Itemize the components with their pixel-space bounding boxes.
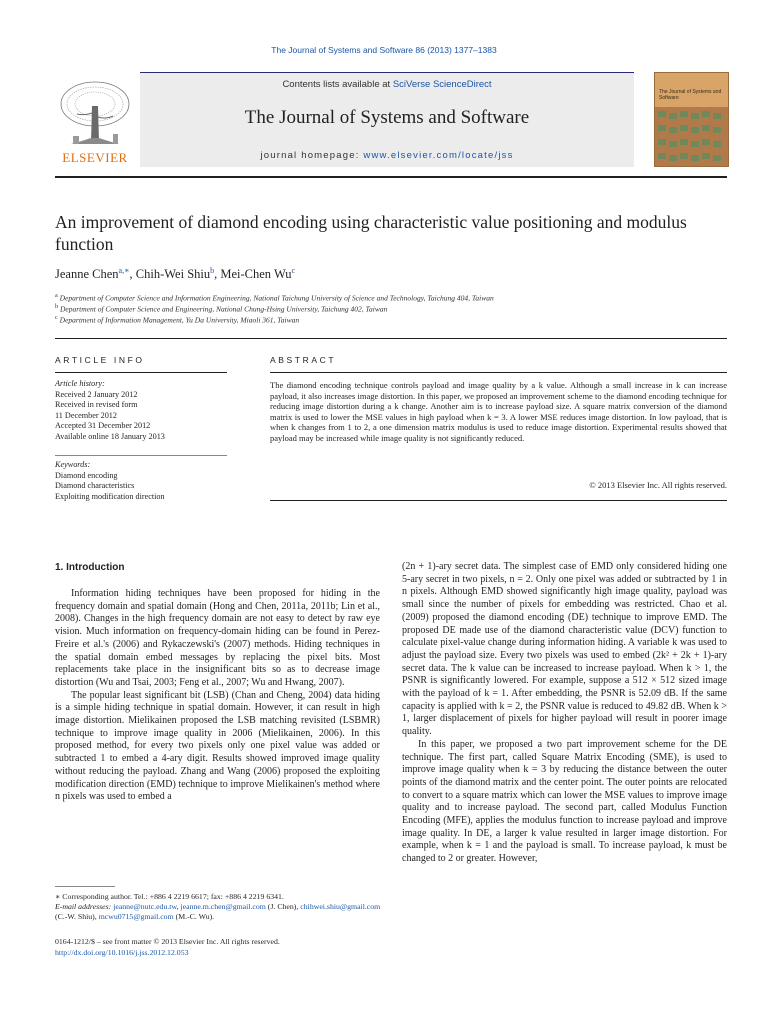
body-paragraph: (2n + 1)-ary secret data. The simplest case of EMD only considered hiding one 5-ary secret in two pixels, n = 2. Only one pixel was added or subtracted by 1 in n pixels. Although EMD showed significantly high image quality, payload was small since the number of pixels for embedding was restricted. Chao et al. (2009) proposed the diamond encoding (DE) technique to improve EMD. The proposed DE made use of the diamond characteristic value (DCV) function to calculate pixel-value change during information hiding. A variable k was used to adjust the payload size. Every two pixels was used to embed (2k² + 2k + 1)-ary secret data. The k value can be increased to increase payload. When k > 1, the PSNR is significantly lowered. For example, suppose a 512 × 512 sized image with the payload of k = 1. After embedding, the PSNR is 52.09 dB. If the same capacity is applied with k = 2, the PSNR value is reduced to 49.82 dB. When k > 1, larger displacement of pixels for higher payload will result in poorer image quality. [402, 561, 727, 738]
author-name: Chih-Wei Shiu [135, 267, 211, 282]
copyright-line: © 2013 Elsevier Inc. All rights reserved. [589, 480, 727, 490]
author-affiliation-marker[interactable]: a,∗ [118, 266, 130, 275]
doi-link[interactable]: http://dx.doi.org/10.1016/j.jss.2012.12.053 [55, 947, 189, 957]
keyword: Diamond characteristics [55, 481, 135, 490]
body-column-right [402, 561, 727, 866]
author-name: Jeanne Chen [55, 267, 119, 282]
footnote [55, 892, 385, 922]
body-paragraph: The popular least significant bit (LSB) (Chan and Cheng, 2004) data hiding is a simple hiding technique in spatial domain. However, it can result in high image distortion. Mielikainen proposed the LSB matching revisited (LSBMR) technique to improve image quality in 2006 (Mielikainen, 2006). In this proposed method, for every two pixels only one pixel value was added or subtracted 1 to embed a 4-ary digit. Results showed improved image quality without reducing the payload. Zhang and Wang (2006) proposed the exploiting modification direction (EMD) technique to improve Mielikainen's method where n pixels was used to embed a [55, 689, 380, 803]
article-info-label: ARTICLE INFO [55, 355, 145, 365]
email-owner: (C.-W. Shiu), [55, 912, 97, 921]
abstract-bottom-rule [270, 500, 727, 501]
body-paragraph: Information hiding techniques have been proposed for hiding in the frequency domain and spatial domain (Hong and Chen, 2011a, 2011b; Lin et al., 2008). Changes in the high frequency domain are not easy to detect by raw eye vision. Much information on frequency-domain hiding can be found in Perez-Freire et al.'s (2006) and Rykaczewski's (2007) methods. Hiding techniques in the spatial domain embed messages by replacing the pixel bits. Most replacements take place in the insignificant bits so as to decrease image distortion (Wu and Tsai, 2003; Feng et al., 2007; Wu and Hwang, 2007). [55, 588, 380, 688]
abstract-text: The diamond encoding technique controls payload and image quality by a k value. Although a small increase in k can increase payload, it also increases image distortion. In this paper, we proposed an improvement scheme to the diamond encoding technique for reducing image distortion during a k change. Another aim is to increase payload size. A square matrix conversion of the diamond matrix is used to lower the MSE values in high payload when k = 3. A lower MSE reduces image distortion. In low payload, that is when k changes from 1 to 2, a one dimension matrix modulus is used to reduce image distortion. Experimental results showed that payload may be increased while image quality is not significantly reduced. [270, 380, 727, 443]
homepage-link[interactable]: www.elsevier.com/locate/jss [363, 150, 514, 161]
issn-line: 0164-1212/$ – see front matter © 2013 Elsevier Inc. All rights reserved. [55, 937, 280, 946]
keywords-block [55, 460, 227, 502]
affiliation-divider [55, 338, 727, 339]
cover-pattern-icon [655, 73, 728, 166]
history-entry: Accepted 31 December 2012 [55, 421, 151, 430]
affiliation [55, 303, 387, 314]
keywords-rule [55, 455, 227, 456]
sciencedirect-link[interactable]: SciVerse ScienceDirect [392, 79, 492, 90]
cover-title: The Journal of Systems and Software [659, 89, 722, 101]
history-entry: Available online 18 January 2013 [55, 431, 165, 441]
article-history [55, 379, 227, 442]
email-label: E-mail addresses: [55, 902, 112, 911]
author-affiliation-marker[interactable]: c [291, 266, 296, 275]
body-column-left [55, 588, 380, 804]
history-entry: Received in revised form [55, 400, 138, 409]
affiliation-text: Department of Computer Science and Information Engineering, National Taichung University of Science and Technology, Taichung 404, Taiwan [59, 293, 494, 303]
affiliation-marker: b [55, 303, 59, 310]
homepage-prefix: journal homepage: [260, 150, 364, 161]
contents-line [140, 79, 634, 90]
email-link[interactable]: chihwei.shiu@gmail.com [300, 902, 381, 911]
corresponding-author-note: ∗ Corresponding author. Tel.: +886 4 2219 6617; fax: +886 4 2219 6341. [55, 892, 284, 901]
elsevier-logo-word: ELSEVIER [62, 150, 128, 165]
email-link[interactable]: jeanne@nutc.edu.tw [113, 902, 177, 911]
journal-homepage-line [140, 150, 634, 161]
front-matter [55, 937, 385, 959]
email-addresses: E-mail addresses: jeanne@nutc.edu.tw, jeanne.m.chen@gmail.com (J. Chen), chihwei.shiu@gmail.com (C.-W. Shiu), mcwu0715@gmail.com (M.-C. Wu). [55, 902, 381, 921]
author-separator: , [129, 267, 136, 282]
header-divider [55, 176, 727, 178]
keywords-label: Keywords: [55, 460, 91, 469]
history-entry: Received 2 January 2012 [55, 389, 138, 399]
affiliation-text: Department of Computer Science and Engineering, National Chung-Hsing University, Taichung 402, Taiwan [60, 304, 388, 314]
article-history-label: Article history: [55, 379, 105, 388]
abstract-label: ABSTRACT [270, 355, 337, 365]
journal-citation[interactable]: The Journal of Systems and Software 86 (2013) 1377–1383 [271, 45, 497, 55]
keyword: Diamond encoding [55, 470, 118, 480]
footnote-rule [55, 886, 115, 887]
keyword: Exploiting modification direction [55, 491, 165, 501]
article-title: An improvement of diamond encoding using characteristic value positioning and modulus function [55, 212, 687, 254]
email-owner: (J. Chen), [267, 902, 299, 911]
author-affiliation-marker[interactable]: b [210, 266, 215, 275]
affiliation [55, 292, 494, 303]
affiliation [55, 314, 299, 325]
journal-title: The Journal of Systems and Software [244, 107, 530, 128]
author-separator: , [214, 267, 221, 282]
article-info-rule [55, 372, 227, 373]
author-name: Mei-Chen Wu [220, 267, 292, 282]
affiliation-marker: a [55, 292, 58, 299]
journal-cover-thumbnail[interactable] [654, 72, 729, 167]
affiliation-text: Department of Information Management, Yu Da University, Miaoli 361, Taiwan [59, 315, 300, 325]
email-link[interactable]: mcwu0715@gmail.com [98, 912, 174, 921]
email-link[interactable]: jeanne.m.chen@gmail.com [180, 902, 266, 911]
affiliation-marker: c [55, 314, 58, 321]
author-list [55, 266, 295, 282]
section-heading-introduction: 1. Introduction [55, 562, 125, 573]
history-entry: 11 December 2012 [55, 410, 117, 420]
contents-prefix: Contents lists available at [282, 79, 393, 90]
email-owner: (M.-C. Wu). [175, 912, 215, 921]
body-paragraph: In this paper, we proposed a two part improvement scheme for the DE technique. The first part, called Square Matrix Encoding (SME), is used to improve image quality when k = 3 by reducing the distance between the outer points of the diamond matrix and the center point. The outer points are relocated to convert to a square matrix which can lower the MSE values to improve image quality and to increase payload. The second part, called Modulus Function Encoding (MFE), applies the modulus function to increase payload and improve image quality. In DE, a larger k value resulted in larger image distortion. For example, when k = 1 and the payload is small. To increase payload, k must be changed to 2 or greater. However, [402, 738, 727, 865]
abstract-rule [270, 372, 727, 373]
